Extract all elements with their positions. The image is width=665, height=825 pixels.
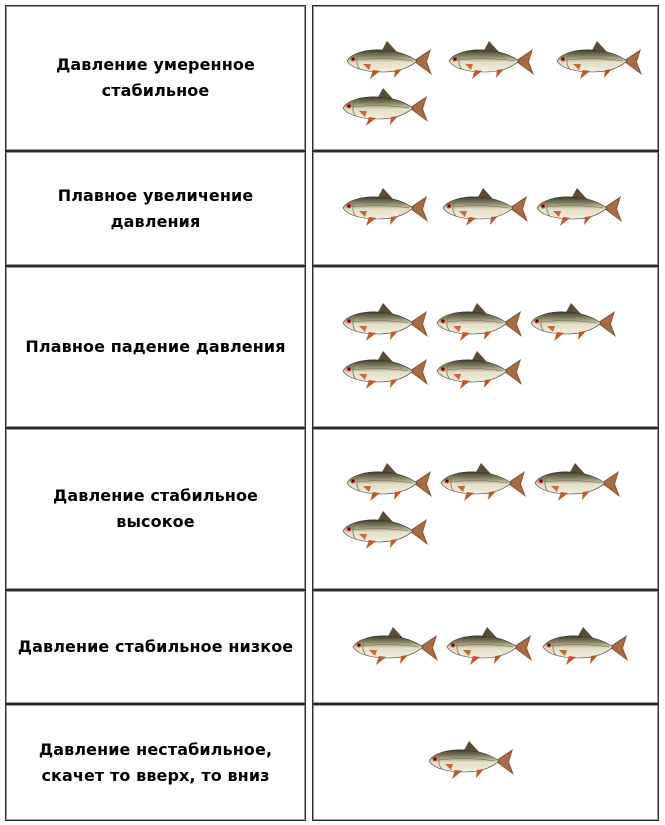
fish-icon	[349, 625, 441, 671]
pressure-condition-label: Плавное падение давления	[25, 337, 286, 356]
table-row	[3, 5, 661, 151]
fish-icon	[425, 739, 517, 785]
fish-icon	[433, 301, 525, 347]
fish-icon	[339, 186, 431, 232]
pressure-condition-label: Давление умеренное стабильное	[56, 55, 255, 100]
fish-icon	[531, 461, 623, 507]
fish-icon	[343, 39, 435, 85]
pressure-condition-cell	[5, 428, 306, 590]
pressure-condition-cell	[5, 590, 306, 704]
fish-icon	[553, 39, 645, 85]
table-row	[3, 266, 661, 428]
pressure-condition-cell	[5, 151, 306, 266]
pressure-condition-label: Плавное увеличение давления	[57, 185, 254, 231]
pressure-condition-label: Давление стабильное низкое	[17, 637, 294, 656]
fish-icon	[539, 625, 631, 671]
fish-icon	[445, 39, 537, 85]
fish-icon	[437, 461, 529, 507]
pressure-condition-cell	[5, 266, 306, 428]
table-row	[3, 590, 661, 704]
fish-icon	[343, 461, 435, 507]
pressure-condition-cell	[5, 704, 306, 821]
table-row	[3, 151, 661, 266]
pressure-condition-cell	[5, 5, 306, 151]
fish-icon	[533, 186, 625, 232]
fish-rating-cell	[312, 5, 659, 151]
fish-icon	[439, 186, 531, 232]
fish-rating-cell	[312, 266, 659, 428]
fish-icon	[527, 301, 619, 347]
table-row	[3, 428, 661, 590]
table-row	[3, 704, 661, 821]
pressure-condition-label: Давление нестабильное, скачет то вверх, то вниз	[38, 739, 273, 785]
fish-rating-cell	[312, 428, 659, 590]
fish-icon	[433, 349, 525, 395]
fish-icon	[339, 509, 431, 555]
fish-rating-cell	[312, 590, 659, 704]
fish-icon	[339, 301, 431, 347]
fish-rating-cell	[312, 704, 659, 821]
fish-rating-cell	[312, 151, 659, 266]
fish-icon	[339, 86, 431, 132]
fish-icon	[339, 349, 431, 395]
pressure-fishing-table	[3, 5, 661, 821]
pressure-condition-label: Давление стабильное высокое	[52, 486, 258, 531]
fish-icon	[443, 625, 535, 671]
